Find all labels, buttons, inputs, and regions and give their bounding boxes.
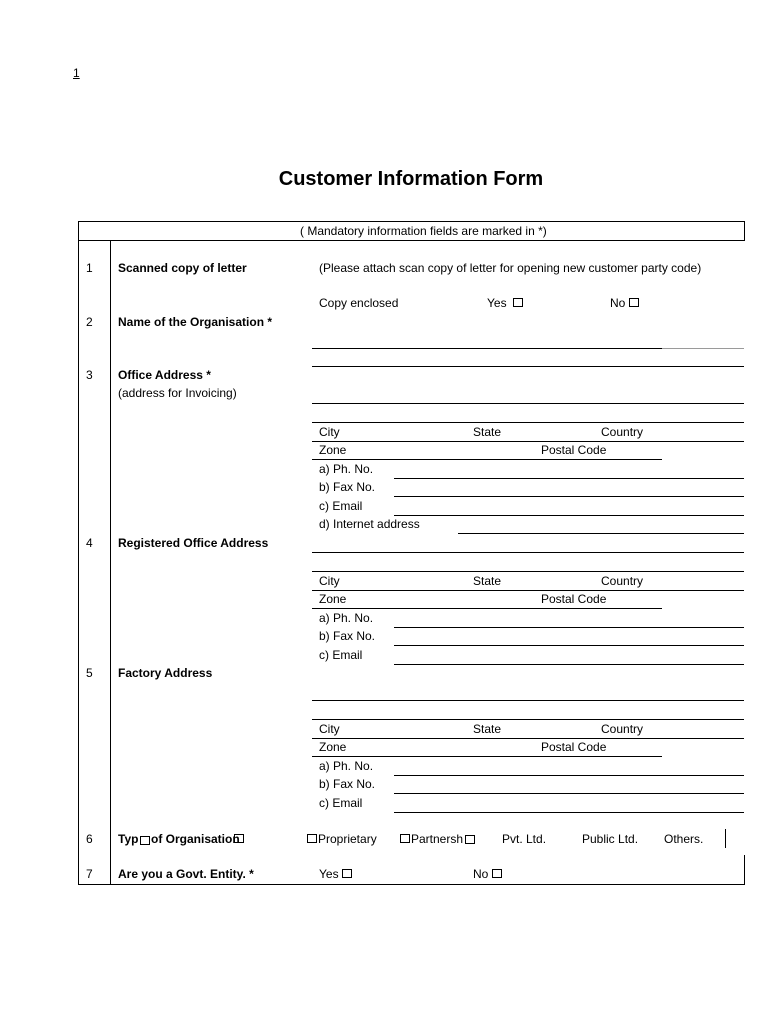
office-address-line-1[interactable] [312, 403, 744, 404]
postal-code-label: Postal Code [541, 740, 607, 754]
country-label: Country [601, 425, 644, 439]
form-title: Customer Information Form [278, 168, 544, 190]
yes-label: Yes [487, 296, 507, 310]
city-label: City [319, 574, 340, 588]
pvt-ltd-checkbox[interactable] [465, 835, 475, 844]
header-bottom-border [78, 240, 745, 241]
option-public-ltd: Public Ltd. [582, 832, 639, 846]
zone-line[interactable] [312, 756, 662, 757]
organisation-type-checkbox[interactable] [140, 836, 150, 845]
email-label: c) Email [319, 499, 363, 513]
zone-line[interactable] [312, 608, 662, 609]
option-others: Others. [664, 832, 704, 846]
proprietary-checkbox[interactable] [307, 834, 317, 843]
number-column-divider [110, 240, 111, 884]
row-number: 4 [86, 536, 93, 550]
zone-label: Zone [319, 443, 347, 457]
field-label-factory-address: Factory Address [118, 666, 213, 680]
govt-yes-label: Yes [319, 867, 339, 881]
table-bottom-border [78, 884, 745, 885]
scan-instruction: (Please attach scan copy of letter for opening new customer party code) [319, 261, 702, 275]
field-label-organisation-type-a: Typ [118, 832, 139, 846]
field-label-registered-office: Registered Office Address [118, 536, 269, 550]
postal-code-label: Postal Code [541, 592, 607, 606]
registered-address-line-2[interactable] [312, 571, 744, 572]
partnership-checkbox[interactable] [400, 834, 410, 843]
country-label: Country [601, 574, 644, 588]
field-label-govt-entity: Are you a Govt. Entity. * [118, 867, 254, 881]
row-number: 5 [86, 666, 93, 680]
fax-label: b) Fax No. [319, 777, 376, 791]
zone-line[interactable] [312, 459, 662, 460]
option-pvt-ltd: Pvt. Ltd. [502, 832, 547, 846]
organisation-name-line-2[interactable] [312, 366, 744, 367]
organisation-type-checkbox[interactable] [234, 834, 244, 843]
row-number: 7 [86, 867, 93, 881]
phone-line[interactable] [394, 478, 744, 479]
mandatory-note: ( Mandatory information fields are marked in *) [300, 224, 547, 238]
city-label: City [319, 425, 340, 439]
fax-line[interactable] [394, 496, 744, 497]
organisation-name-line-ext [662, 348, 744, 349]
no-label: No [610, 296, 626, 310]
internet-label: d) Internet address [319, 517, 420, 531]
row-number: 3 [86, 368, 93, 382]
email-line[interactable] [394, 812, 744, 813]
table-top-border [78, 221, 745, 222]
factory-address-line-2[interactable] [312, 719, 744, 720]
govt-entity-no-checkbox[interactable] [492, 869, 502, 878]
email-line[interactable] [394, 664, 744, 665]
phone-label: a) Ph. No. [319, 611, 374, 625]
govt-no-label: No [473, 867, 489, 881]
email-line[interactable] [394, 515, 744, 516]
copy-enclosed-label: Copy enclosed [319, 296, 399, 310]
registered-address-line-1[interactable] [312, 552, 744, 553]
govt-entity-yes-checkbox[interactable] [342, 869, 352, 878]
phone-label: a) Ph. No. [319, 462, 374, 476]
option-proprietary: Proprietary [318, 832, 377, 846]
row-number: 1 [86, 261, 93, 275]
country-label: Country [601, 722, 644, 736]
office-address-sublabel: (address for Invoicing) [118, 386, 237, 400]
office-address-line-2[interactable] [312, 422, 744, 423]
fax-label: b) Fax No. [319, 480, 376, 494]
row-number: 2 [86, 315, 93, 329]
phone-label: a) Ph. No. [319, 759, 374, 773]
city-line[interactable] [312, 441, 744, 442]
fax-label: b) Fax No. [319, 629, 376, 643]
state-label: State [473, 425, 502, 439]
email-label: c) Email [319, 648, 363, 662]
field-label-office-address: Office Address * [118, 368, 211, 382]
table-right-border [744, 221, 745, 241]
email-label: c) Email [319, 796, 363, 810]
postal-code-label: Postal Code [541, 443, 607, 457]
fax-line[interactable] [394, 793, 744, 794]
city-label: City [319, 722, 340, 736]
state-label: State [473, 722, 502, 736]
fax-line[interactable] [394, 645, 744, 646]
others-divider [725, 829, 726, 848]
row-number: 6 [86, 832, 93, 846]
phone-line[interactable] [394, 775, 744, 776]
copy-enclosed-no-checkbox[interactable] [629, 298, 639, 307]
field-label-scanned-letter: Scanned copy of letter [118, 261, 247, 275]
field-label-organisation-type-b: of Organisation [151, 832, 240, 846]
organisation-name-line[interactable] [312, 348, 662, 349]
zone-label: Zone [319, 592, 347, 606]
city-line[interactable] [312, 590, 744, 591]
state-label: State [473, 574, 502, 588]
page-number: 1 [73, 66, 80, 80]
phone-line[interactable] [394, 627, 744, 628]
internet-line[interactable] [458, 533, 744, 534]
table-right-border-bottom [744, 855, 745, 884]
factory-address-line-1[interactable] [312, 700, 744, 701]
copy-enclosed-yes-checkbox[interactable] [513, 298, 523, 307]
field-label-organisation-name: Name of the Organisation * [118, 315, 273, 329]
table-left-border [78, 221, 79, 884]
zone-label: Zone [319, 740, 347, 754]
city-line[interactable] [312, 738, 744, 739]
option-partnership: Partnersh [411, 832, 464, 846]
